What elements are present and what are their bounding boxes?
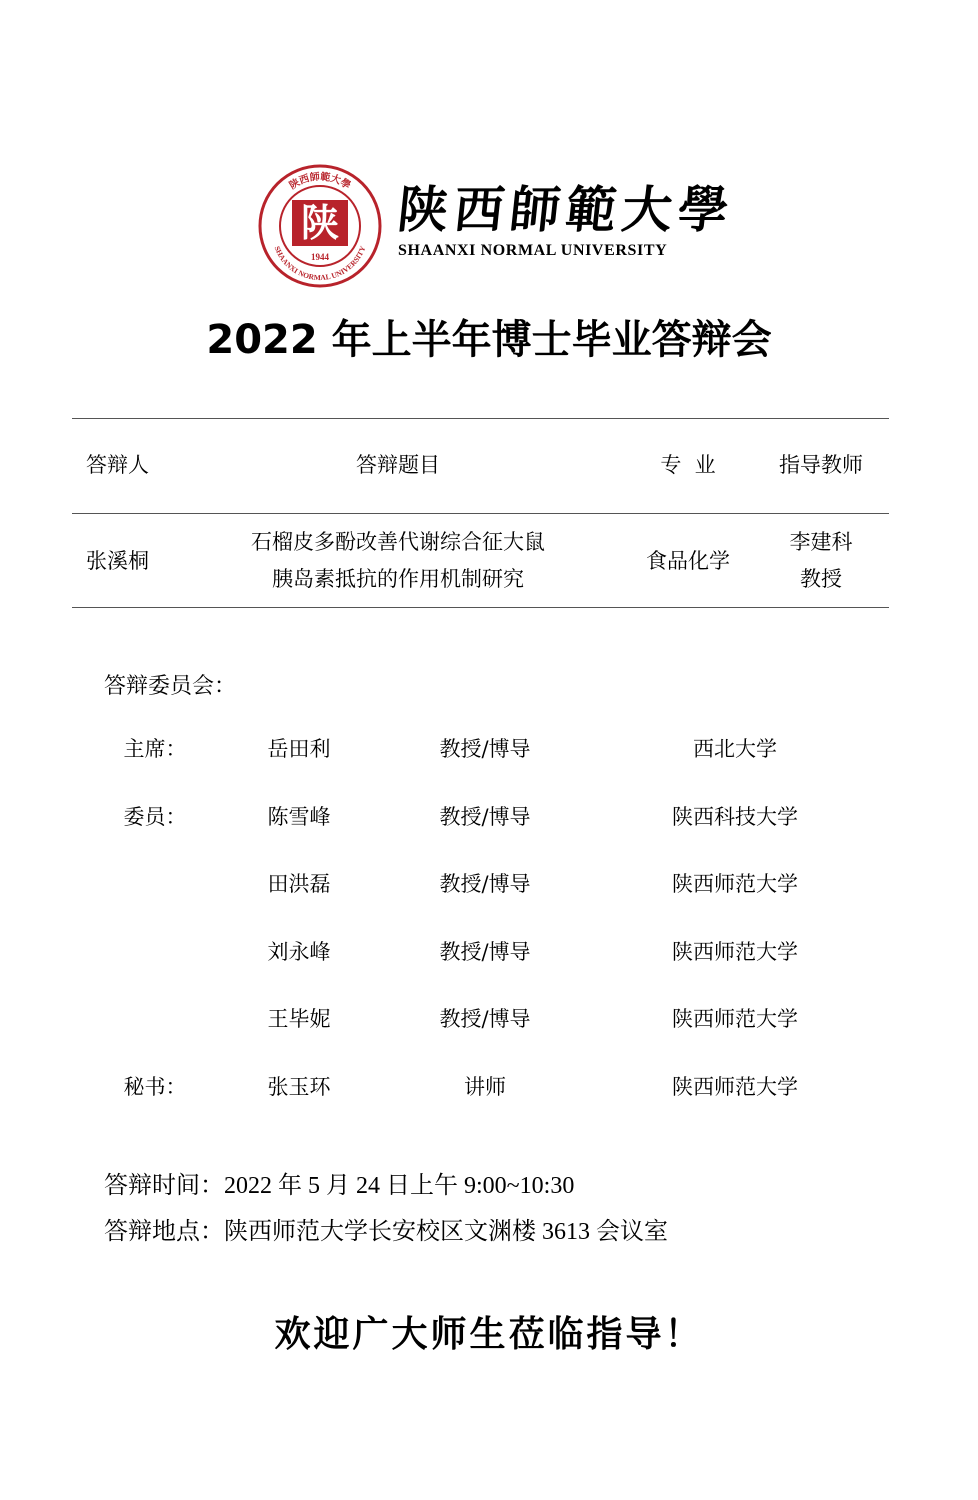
university-name-cn: 陕西師範大學 xyxy=(394,180,738,239)
committee-title: 教授/博导 xyxy=(439,737,531,761)
header-candidate: 答辩人 xyxy=(86,453,149,477)
committee-name: 田洪磊 xyxy=(267,872,331,896)
committee-role: 委员： xyxy=(123,805,187,829)
university-logo-seal xyxy=(258,164,382,288)
committee-org: 陕西科技大学 xyxy=(672,805,798,829)
committee-role: 秘书： xyxy=(123,1075,187,1099)
committee-row xyxy=(0,935,978,969)
table-bottom-rule xyxy=(72,607,889,608)
cell-advisor-title: 教授 xyxy=(800,567,842,591)
committee-row xyxy=(0,732,978,766)
committee-title: 教授/博导 xyxy=(439,805,531,829)
committee-title: 教授/博导 xyxy=(439,1007,531,1031)
committee-org: 陕西师范大学 xyxy=(672,1075,798,1099)
cell-candidate: 张溪桐 xyxy=(86,549,149,573)
committee-name: 陈雪峰 xyxy=(267,805,331,829)
committee-org: 陕西师范大学 xyxy=(672,872,798,896)
header-advisor: 指导教师 xyxy=(779,453,863,477)
cell-topic-line2: 胰岛素抵抗的作用机制研究 xyxy=(272,567,524,591)
svg-text:SHAANXI NORMAL UNIVERSITY: SHAANXI NORMAL UNIVERSITY xyxy=(272,244,368,283)
committee-title: 讲师 xyxy=(464,1075,506,1099)
table-header-rule xyxy=(72,513,889,514)
committee-name: 王毕妮 xyxy=(267,1007,331,1031)
committee-row xyxy=(0,800,978,834)
svg-text:1944: 1944 xyxy=(311,252,329,262)
university-name-en: SHAANXI NORMAL UNIVERSITY xyxy=(398,242,668,259)
defense-time: 答辩时间：2022 年 5 月 24 日上午 9:00~10:30 xyxy=(104,1173,575,1199)
svg-text:陕: 陕 xyxy=(300,200,340,245)
page-title: 2022 年上半年博士毕业答辩会 xyxy=(206,317,772,363)
committee-title: 教授/博导 xyxy=(439,872,531,896)
committee-role: 主席： xyxy=(123,737,187,761)
committee-row xyxy=(0,1002,978,1036)
header-major: 专 业 xyxy=(660,453,716,477)
header-topic: 答辩题目 xyxy=(356,453,440,477)
table-top-rule xyxy=(72,418,889,419)
committee-name: 岳田利 xyxy=(267,737,331,761)
committee-name: 张玉环 xyxy=(267,1075,331,1099)
cell-advisor-name: 李建科 xyxy=(789,530,853,554)
committee-org: 西北大学 xyxy=(693,737,777,761)
committee-org: 陕西师范大学 xyxy=(672,940,798,964)
defense-location: 答辩地点：陕西师范大学长安校区文渊楼 3613 会议室 xyxy=(104,1219,668,1245)
committee-row xyxy=(0,867,978,901)
welcome-message: 欢迎广大师生莅临指导！ xyxy=(274,1313,704,1355)
cell-major: 食品化学 xyxy=(646,549,730,573)
committee-name: 刘永峰 xyxy=(267,940,331,964)
committee-title: 教授/博导 xyxy=(439,940,531,964)
university-wordmark xyxy=(394,180,738,260)
committee-org: 陕西师范大学 xyxy=(672,1007,798,1031)
svg-text:陕西師範大學: 陕西師範大學 xyxy=(287,171,353,192)
committee-row xyxy=(0,1070,978,1104)
committee-label: 答辩委员会： xyxy=(104,674,237,699)
cell-topic-line1: 石榴皮多酚改善代谢综合征大鼠 xyxy=(251,530,545,554)
